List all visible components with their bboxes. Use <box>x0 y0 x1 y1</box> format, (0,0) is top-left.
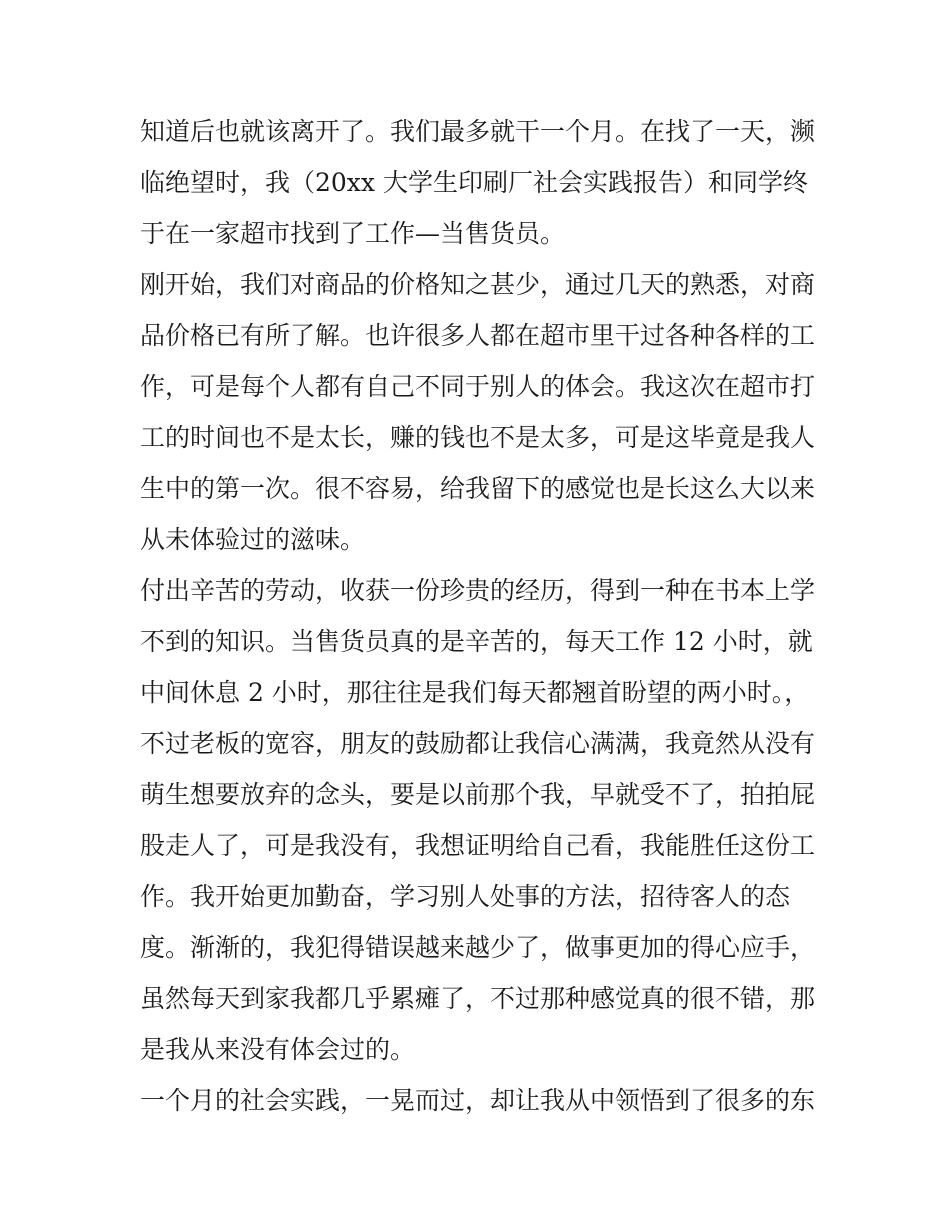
text-line: 刚开始，我们对商品的价格知之甚少，通过几天的熟悉，对商 <box>140 270 816 299</box>
text-line: 一个月的社会实践，一晃而过，却让我从中领悟到了很多的东 <box>140 1086 816 1115</box>
text-line: 生中的第一次。很不容易，给我留下的感觉也是长这么大以来 <box>140 474 816 503</box>
text-line: 股走人了，可是我没有，我想证明给自己看，我能胜任这份工 <box>140 831 816 860</box>
body-text <box>140 106 820 1126</box>
text-line: 临绝望时，我（20xx 大学生印刷厂社会实践报告）和同学终 <box>140 168 808 197</box>
text-line: 于在一家超市找到了工作—当售货员。 <box>140 219 566 248</box>
text-line: 萌生想要放弃的念头，要是以前那个我，早就受不了，拍拍屁 <box>140 780 816 809</box>
text-line: 不到的知识。当售货员真的是辛苦的，每天工作 12 小时，就 <box>140 627 813 656</box>
text-line: 品价格已有所了解。也许很多人都在超市里干过各种各样的工 <box>140 321 816 350</box>
text-line: 作，可是每个人都有自己不同于别人的体会。我这次在超市打 <box>140 372 816 401</box>
text-line: 虽然每天到家我都几乎累瘫了，不过那种感觉真的很不错，那 <box>140 984 816 1013</box>
text-line: 作。我开始更加勤奋，学习别人处事的方法，招待客人的态 <box>140 882 791 911</box>
text-line: 从未体验过的滋味。 <box>140 525 366 554</box>
text-line: 是我从来没有体会过的。 <box>140 1035 416 1064</box>
text-line: 中间休息 2 小时，那往往是我们每天都翘首盼望的两小时。， <box>140 678 810 707</box>
text-line: 知道后也就该离开了。我们最多就干一个月。在找了一天，濒 <box>140 117 816 146</box>
text-line: 不过老板的宽容，朋友的鼓励都让我信心满满，我竟然从没有 <box>140 729 816 758</box>
text-line: 付出辛苦的劳动，收获一份珍贵的经历，得到一种在书本上学 <box>140 576 816 605</box>
text-line: 工的时间也不是太长，赚的钱也不是太多，可是这毕竟是我人 <box>140 423 816 452</box>
text-line: 度。渐渐的，我犯得错误越来越少了，做事更加的得心应手， <box>140 933 816 962</box>
